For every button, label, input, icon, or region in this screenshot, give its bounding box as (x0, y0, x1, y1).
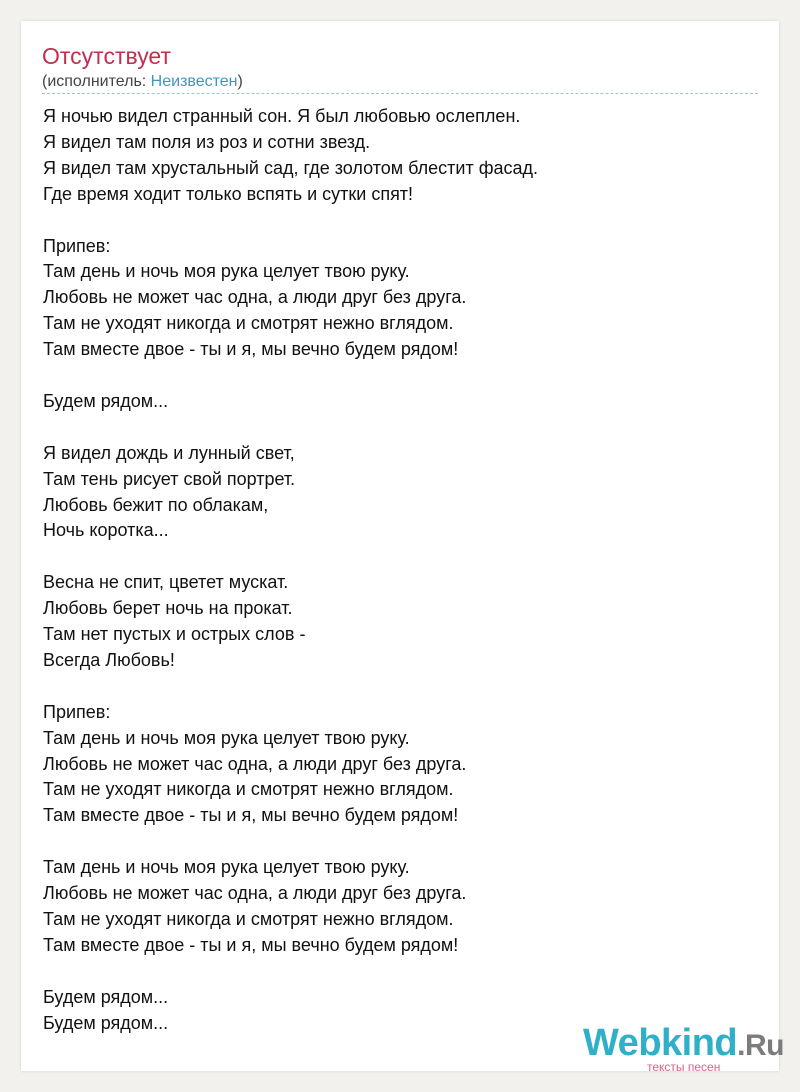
song-title: Отсутствует (42, 43, 171, 69)
lyrics-line: Там не уходят никогда и смотрят нежно вглядом. (43, 909, 454, 929)
lyrics-line: Всегда Любовь! (43, 649, 175, 670)
lyrics-line: Там нет пустых и острых слов - (43, 624, 306, 645)
lyrics-line: Ночь коротка... (43, 520, 169, 541)
lyrics-body (43, 104, 753, 1037)
lyrics-stanza (43, 441, 753, 545)
lyrics-stanza (43, 234, 753, 364)
logo-tagline: тексты песен (647, 1060, 721, 1074)
lyrics-line: Там вместе двое - ты и я, мы вечно будем рядом! (43, 805, 459, 826)
lyrics-line: Весна не спит, цветет мускат. (43, 572, 289, 593)
lyrics-line: Там тень рисует свой портрет. (43, 468, 296, 489)
lyrics-stanza (43, 389, 753, 415)
lyrics-line: Будем рядом... (43, 390, 169, 411)
lyrics-line: Я видел там хрустальный сад, где золотом блестит фасад. (43, 157, 539, 178)
lyrics-line: Будем рядом... (43, 1012, 169, 1033)
lyrics-line: Любовь берет ночь на прокат. (43, 598, 293, 619)
lyrics-line: Будем рядом... (43, 986, 169, 1007)
lyrics-line: Там вместе двое - ты и я, мы вечно будем рядом! (43, 934, 459, 955)
logo-name: Webkind (583, 1022, 738, 1064)
lyrics-line: Я видел дождь и лунный свет, (43, 442, 295, 463)
lyrics-line: Там день и ночь моя рука целует твою руку. (43, 727, 410, 748)
lyrics-line: Любовь не может час одна, а люди друг без друга. (43, 287, 467, 308)
lyrics-stanza (43, 104, 753, 208)
lyrics-line: Где время ходит только вспять и сутки спят! (43, 183, 414, 204)
lyrics-stanza (43, 700, 753, 830)
lyrics-stanza (43, 855, 753, 959)
lyrics-stanza (43, 570, 753, 674)
lyrics-line: Припев: (43, 235, 111, 256)
lyrics-line: Там вместе двое - ты и я, мы вечно будем рядом! (43, 339, 459, 360)
logo-dot: . (737, 1029, 745, 1062)
logo-tld: Ru (744, 1029, 784, 1062)
lyrics-line: Я ночью видел странный сон. Я был любовью ослеплен. (43, 106, 521, 126)
lyrics-line: Любовь бежит по облакам, (43, 494, 269, 515)
lyrics-line: Там день и ночь моя рука целует твою руку. (43, 857, 410, 878)
lyrics-line: Припев: (43, 701, 111, 722)
lyrics-line: Любовь не может час одна, а люди друг без друга. (43, 883, 467, 904)
lyrics-line: Я видел там поля из роз и сотни звезд. (43, 131, 371, 152)
artist-suffix: ) (237, 73, 243, 90)
lyrics-line: Любовь не может час одна, а люди друг без друга. (43, 753, 467, 774)
artist-prefix: (исполнитель: (42, 73, 151, 90)
dashed-divider (42, 93, 758, 94)
lyrics-line: Там не уходят никогда и смотрят нежно вглядом. (43, 779, 454, 800)
lyrics-line: Там день и ночь моя рука целует твою руку. (43, 261, 410, 282)
site-logo[interactable] (583, 1022, 784, 1078)
lyrics-line: Там не уходят никогда и смотрят нежно вглядом. (43, 313, 454, 334)
artist-line (42, 72, 243, 92)
artist-link[interactable]: Неизвестен (150, 73, 238, 90)
